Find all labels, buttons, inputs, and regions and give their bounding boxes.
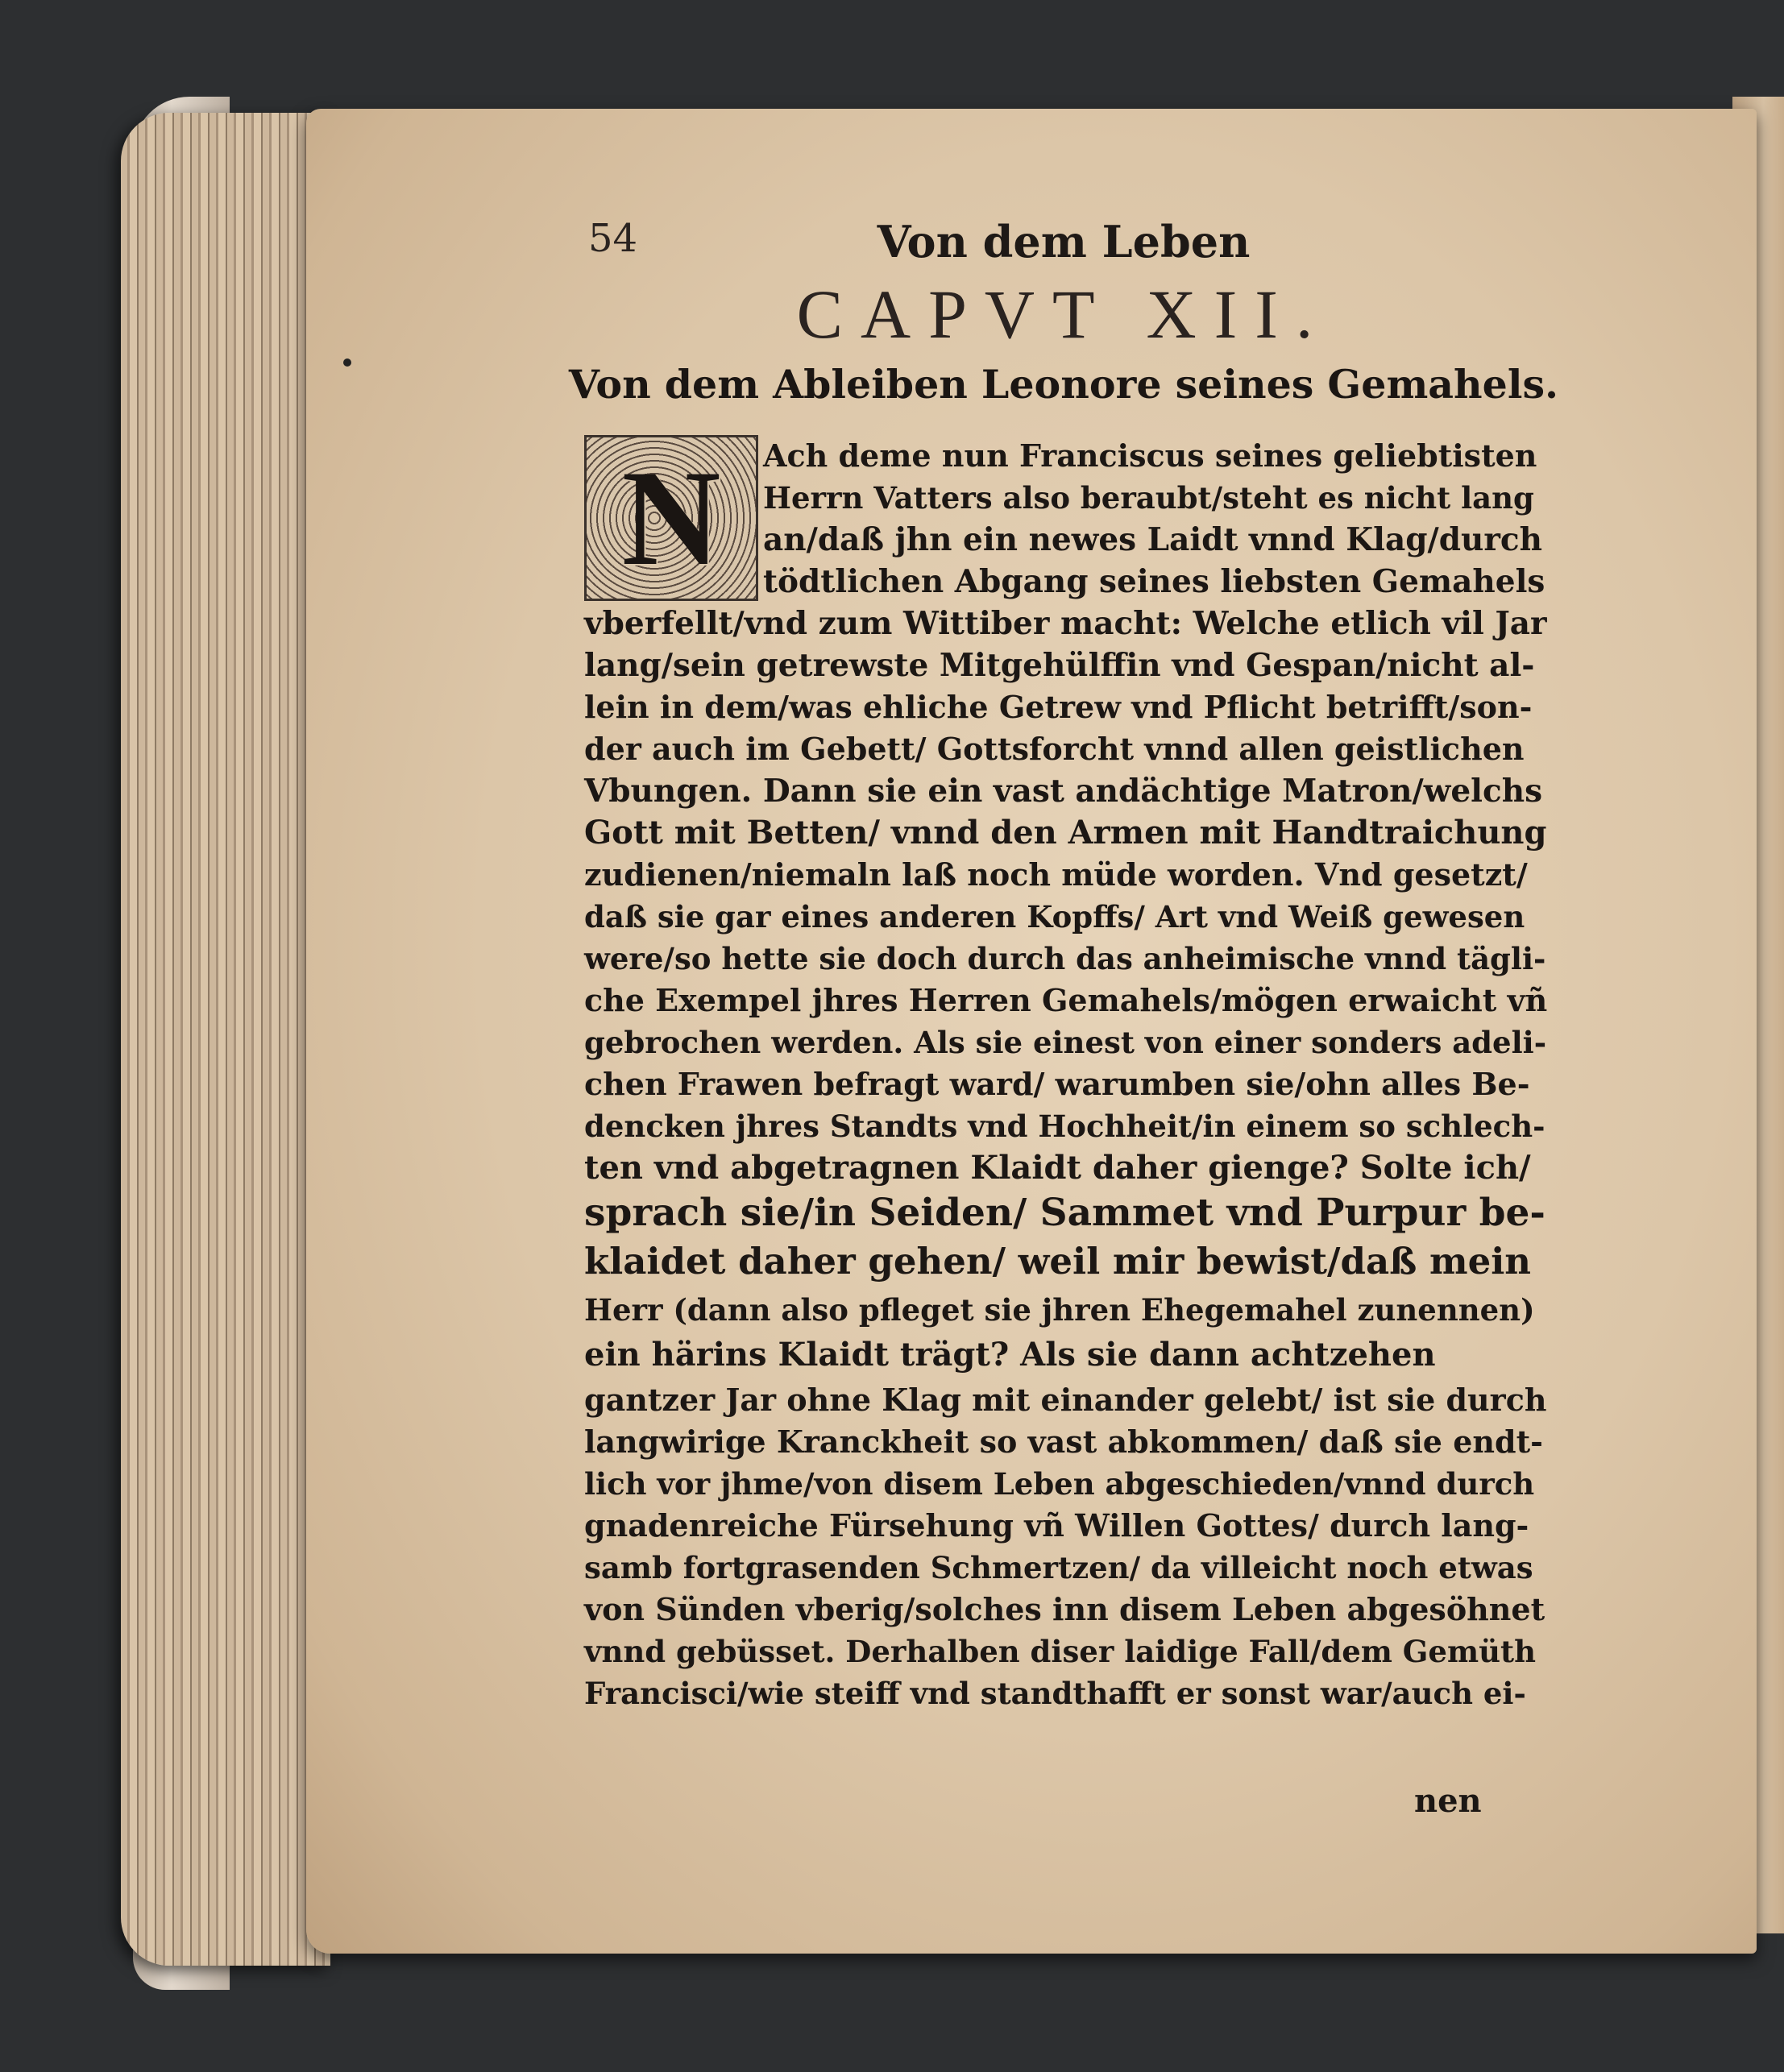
text-line: Vbungen. Dann sie ein vast andächtige Matron/welchs [584, 773, 1543, 810]
running-head [564, 216, 1563, 280]
text-line: ten vnd abgetragnen Klaidt daher gienge? Solte ich/ [584, 1149, 1531, 1187]
text-line: chen Frawen befragt ward/ warumben sie/ohn alles Be- [584, 1066, 1530, 1102]
text-line: gantzer Jar ohne Klag mit einander gelebt/ ist sie durch [584, 1382, 1547, 1418]
text-line: Ach deme nun Franciscus seines geliebtisten [763, 437, 1537, 474]
text-line: der auch im Gebett/ Gottsforcht vnnd allen geistlichen [584, 731, 1525, 767]
page-number: 54 [588, 216, 638, 261]
text-line: ein härins Klaidt trägt? Als sie dann achtzehen [584, 1336, 1436, 1374]
text-line: lich vor jhme/von disem Leben abgeschieden/vnnd durch [584, 1466, 1535, 1502]
text-line: dencken jhres Standts vnd Hochheit/in einem so schlech- [584, 1109, 1545, 1144]
decorated-initial [584, 435, 758, 601]
text-line: Herr (dann also pfleget sie jhren Ehegemahel zunennen) [584, 1292, 1535, 1328]
text-line: tödtlichen Abgang seines liebsten Gemahels [763, 563, 1545, 600]
chapter-subtitle: Von dem Ableiben Leonore seines Gemahels. [568, 361, 1559, 408]
text-line: von Sünden vberig/solches inn disem Leben abgesöhnet [584, 1591, 1545, 1627]
catchword: nen [1414, 1782, 1482, 1820]
chapter-title: CAPVT XII. [796, 276, 1331, 353]
text-line: gebrochen werden. Als sie einest von einer sonders adeli- [584, 1025, 1547, 1060]
text-line: samb fortgrasenden Schmertzen/ da villeicht noch etwas [584, 1550, 1533, 1585]
text-line: daß sie gar eines anderen Kopffs/ Art vnd Weiß gewesen [584, 899, 1525, 934]
text-line: gnadenreiche Fürsehung vñ Willen Gottes/ durch lang- [584, 1507, 1529, 1544]
text-line: lein in dem/was ehliche Getrew vnd Pflicht betrifft/son- [584, 689, 1533, 725]
initial-letter: N [621, 441, 721, 594]
text-line: vberfellt/vnd zum Wittiber macht: Welche etlich vil Jar [584, 605, 1547, 642]
text-line: Francisci/wie steiff vnd standthafft er sonst war/auch ei- [584, 1676, 1526, 1711]
text-line: vnnd gebüsset. Derhalben diser laidige Fall/dem Gemüth [584, 1634, 1536, 1669]
text-line: Herrn Vatters also beraubt/steht es nicht lang [763, 480, 1534, 516]
text-line: sprach sie/in Seiden/ Sammet vnd Purpur be- [584, 1191, 1545, 1235]
text-line: klaidet daher gehen/ weil mir bewist/daß mein [584, 1240, 1532, 1283]
text-line: an/daß jhn ein newes Laidt vnnd Klag/durch [763, 521, 1543, 558]
page-edges [121, 113, 330, 1966]
text-line: langwirige Kranckheit so vast abkommen/ daß sie endt- [584, 1423, 1543, 1460]
text-line: lang/sein getrewste Mitgehülffin vnd Gespan/nicht al- [584, 647, 1535, 684]
text-line: Gott mit Betten/ vnnd den Armen mit Handtraichung [584, 814, 1547, 852]
running-title: Von dem Leben [877, 216, 1251, 267]
text-line: che Exempel jhres Herren Gemahels/mögen erwaicht vñ [584, 982, 1548, 1018]
ink-spot [343, 358, 351, 367]
text-line: zudienen/niemaln laß noch müde worden. Vnd gesetzt/ [584, 856, 1528, 893]
text-line: were/so hette sie doch durch das anheimische vnnd tägli- [584, 941, 1546, 976]
